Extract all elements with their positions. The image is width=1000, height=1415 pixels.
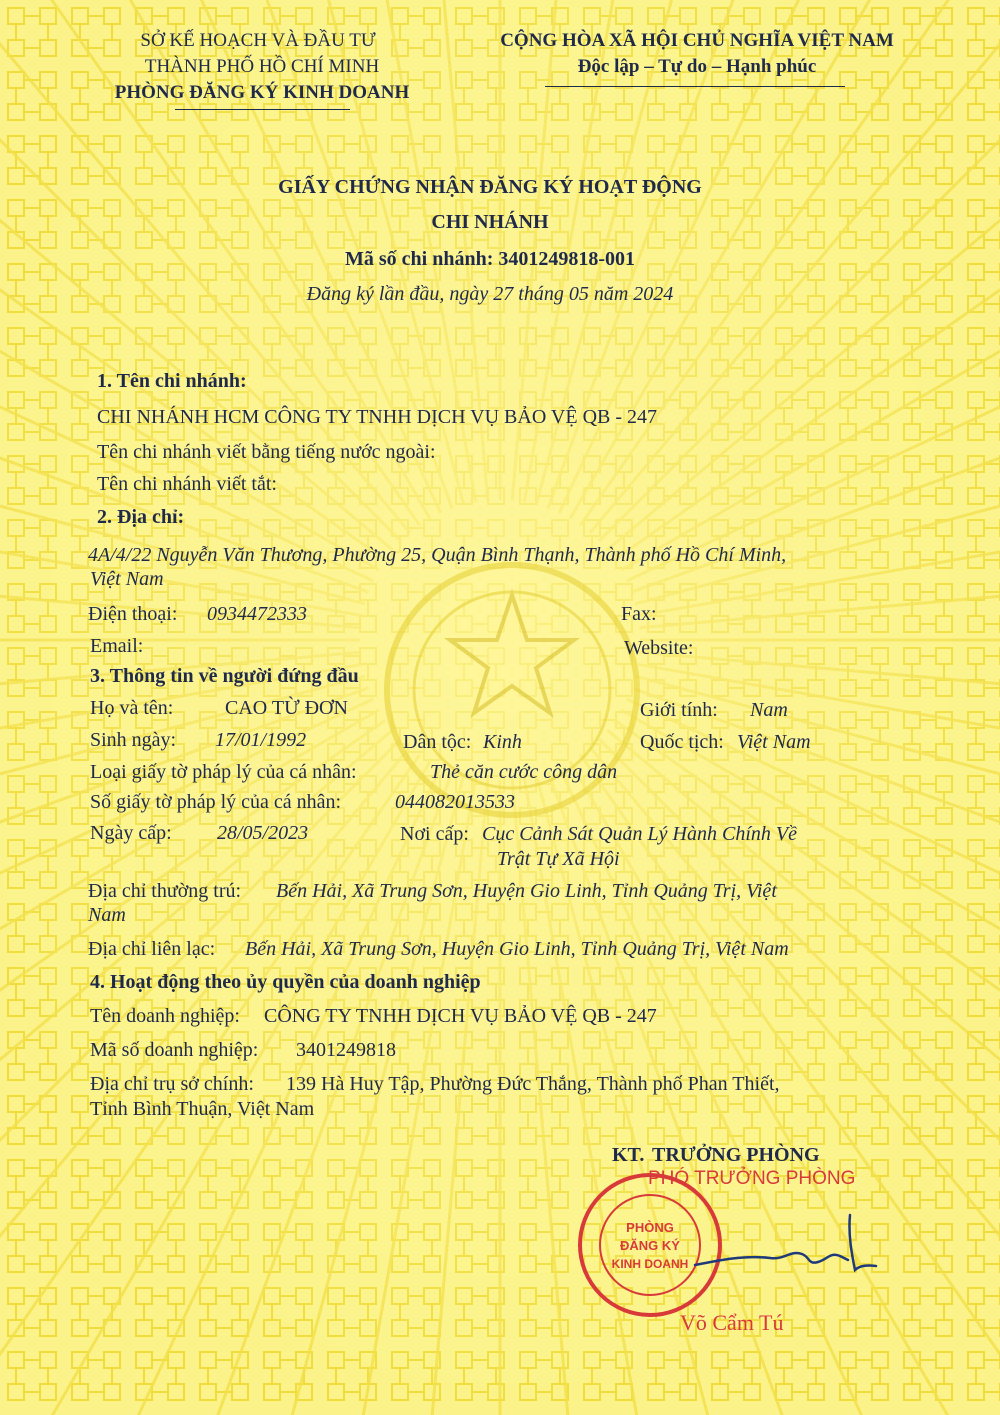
stamp-line2: ĐĂNG KÝ xyxy=(620,1238,680,1253)
headquarters-line1: 139 Hà Huy Tập, Phường Đức Thắng, Thành phố Phan Thiết, xyxy=(286,1073,780,1095)
motto-underline xyxy=(545,86,845,87)
ethnicity-label: Dân tộc: xyxy=(403,731,472,753)
registration-date: Đăng ký lần đầu, ngày 27 tháng 05 năm 2024 xyxy=(306,283,674,305)
agency-line-2: THÀNH PHỐ HỒ CHÍ MINH xyxy=(144,56,380,77)
issue-date-label: Ngày cấp: xyxy=(90,822,172,844)
company-code-label: Mã số doanh nghiệp: xyxy=(90,1039,259,1061)
company-code-value: 3401249818 xyxy=(296,1039,396,1061)
email-label: Email: xyxy=(90,635,144,657)
contact-address-value: Bến Hải, Xã Trung Sơn, Huyện Gio Linh, Tỉnh Quảng Trị, Việt Nam xyxy=(245,938,789,960)
branch-address-line1: 4A/4/22 Nguyễn Văn Thương, Phường 25, Quận Bình Thạnh, Thành phố Hồ Chí Minh, xyxy=(88,544,787,566)
signature-kt-label: KT. xyxy=(612,1144,645,1166)
permanent-address-line1: Bến Hải, Xã Trung Sơn, Huyện Gio Linh, Tỉnh Quảng Trị, Việt xyxy=(276,880,777,902)
company-name-label: Tên doanh nghiệp: xyxy=(90,1005,240,1027)
stamp-line3: KINH DOANH xyxy=(611,1257,689,1271)
national-motto: Độc lập – Tự do – Hạnh phúc xyxy=(577,56,817,77)
dob-label: Sinh ngày: xyxy=(90,729,177,751)
company-name-value: CÔNG TY TNHH DỊCH VỤ BẢO VỆ QB - 247 xyxy=(264,1005,657,1027)
certificate-title-line1: GIẤY CHỨNG NHẬN ĐĂNG KÝ HOẠT ĐỘNG xyxy=(278,176,702,198)
agency-line-3: PHÒNG ĐĂNG KÝ KINH DOANH xyxy=(114,82,410,103)
deputy-title: PHÓ TRƯỞNG PHÒNG xyxy=(648,1168,856,1189)
contact-address-label: Địa chỉ liên lạc: xyxy=(88,938,216,960)
section-3-heading: 3. Thông tin về người đứng đầu xyxy=(90,665,359,687)
section-4-heading: 4. Hoạt động theo ủy quyền của doanh nghiệp xyxy=(90,971,481,993)
branch-name: CHI NHÁNH HCM CÔNG TY TNHH DỊCH VỤ BẢO VỆ QB - 247 xyxy=(97,406,658,428)
country-name: CỘNG HÒA XÃ HỘI CHỦ NGHĨA VIỆT NAM xyxy=(500,30,894,51)
issue-place-line2: Trật Tự Xã Hội xyxy=(497,848,620,870)
signer-name: Võ Cẩm Tú xyxy=(680,1310,784,1335)
id-type-label: Loại giấy tờ pháp lý của cá nhân: xyxy=(90,761,357,783)
agency-underline xyxy=(175,109,350,110)
section-1-heading: 1. Tên chi nhánh: xyxy=(97,370,247,392)
branch-code: Mã số chi nhánh: 3401249818-001 xyxy=(344,248,636,270)
fax-label: Fax: xyxy=(621,603,657,625)
section-2-heading: 2. Địa chỉ: xyxy=(97,506,185,528)
branch-short-name-label: Tên chi nhánh viết tắt: xyxy=(97,473,277,495)
handwritten-signature xyxy=(690,1210,880,1280)
full-name-value: CAO TỪ ĐƠN xyxy=(225,697,348,719)
branch-foreign-name-label: Tên chi nhánh viết bằng tiếng nước ngoài: xyxy=(97,441,436,463)
gender-value: Nam xyxy=(750,699,788,721)
phone-value: 0934472333 xyxy=(207,603,307,625)
branch-address-line2: Việt Nam xyxy=(90,568,164,590)
permanent-address-line2: Nam xyxy=(88,904,126,926)
id-type-value: Thẻ căn cước công dân xyxy=(430,761,618,783)
headquarters-label: Địa chỉ trụ sở chính: xyxy=(90,1073,254,1095)
id-number-value: 044082013533 xyxy=(395,791,515,813)
gender-label: Giới tính: xyxy=(640,699,718,721)
website-label: Website: xyxy=(624,637,694,659)
signature-title: TRƯỞNG PHÒNG xyxy=(652,1144,820,1166)
issue-place-label: Nơi cấp: xyxy=(400,823,469,845)
permanent-address-label: Địa chỉ thường trú: xyxy=(88,880,242,902)
dob-value: 17/01/1992 xyxy=(215,729,307,751)
certificate-title-line2: CHI NHÁNH xyxy=(431,211,549,233)
stamp-line1: PHÒNG xyxy=(626,1220,674,1235)
headquarters-line2: Tỉnh Bình Thuận, Việt Nam xyxy=(90,1098,315,1120)
full-name-label: Họ và tên: xyxy=(90,697,174,719)
issue-place-line1: Cục Cảnh Sát Quản Lý Hành Chính Về xyxy=(482,823,797,845)
nationality-label: Quốc tịch: xyxy=(640,731,724,753)
nationality-value: Việt Nam xyxy=(737,731,811,753)
issue-date-value: 28/05/2023 xyxy=(217,822,309,844)
agency-line-1: SỞ KẾ HOẠCH VÀ ĐẦU TƯ xyxy=(140,30,376,51)
phone-label: Điện thoại: xyxy=(88,603,178,625)
ethnicity-value: Kinh xyxy=(483,731,522,753)
id-number-label: Số giấy tờ pháp lý của cá nhân: xyxy=(90,791,342,813)
